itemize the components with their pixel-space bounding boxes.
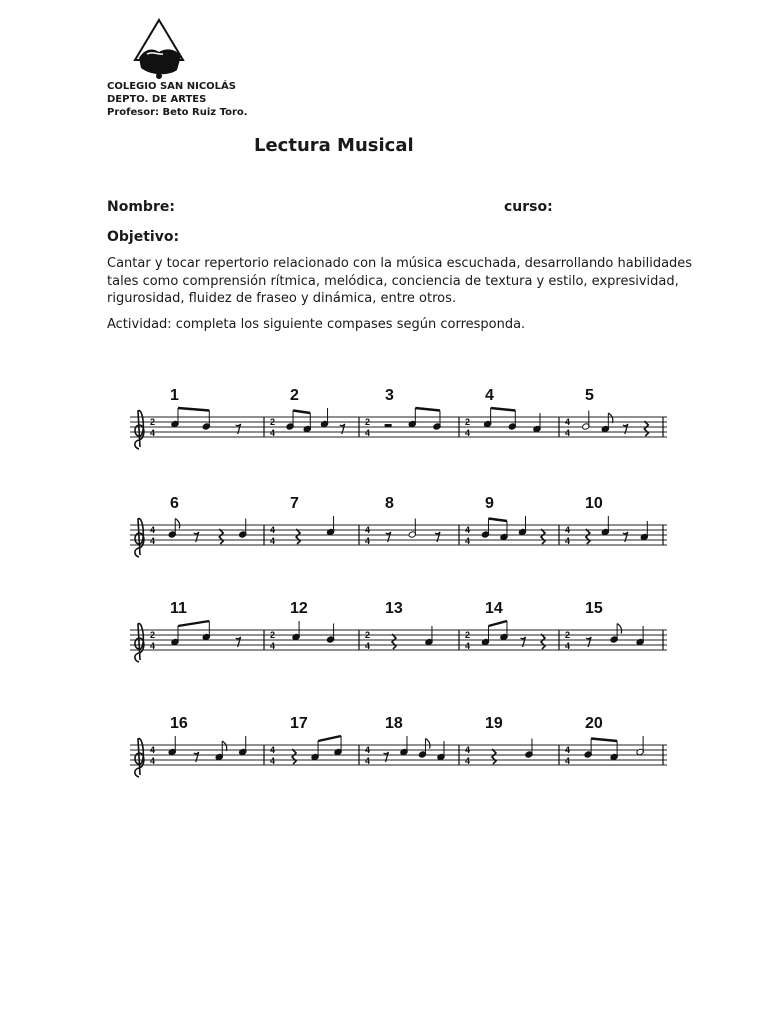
quarter-rest: [292, 749, 296, 764]
measure-number: 1: [170, 387, 179, 404]
time-signature-top: 2: [465, 417, 471, 427]
time-signature-top: 2: [365, 417, 371, 427]
time-signature-top: 4: [565, 525, 571, 535]
treble-clef-icon: [135, 739, 144, 777]
time-signature-bottom: 4: [270, 536, 276, 546]
note-flag: [425, 739, 430, 749]
time-signature-top: 2: [270, 417, 276, 427]
measure-number: 16: [170, 715, 188, 732]
measure-number: 11: [170, 600, 187, 617]
time-signature-top: 4: [565, 417, 571, 427]
time-signature-bottom: 4: [365, 536, 371, 546]
measure-number: 6: [170, 495, 179, 512]
measure: [365, 715, 445, 766]
name-label: Nombre:: [107, 199, 175, 215]
measure-number: 9: [485, 495, 494, 512]
time-signature-top: 4: [150, 745, 156, 755]
time-signature-bottom: 4: [365, 756, 371, 766]
time-signature-bottom: 4: [565, 756, 571, 766]
measure-number: 20: [585, 715, 603, 732]
measure-number: 18: [385, 715, 403, 732]
time-signature-top: 4: [270, 745, 276, 755]
time-signature-bottom: 4: [365, 641, 371, 651]
time-signature-bottom: 4: [465, 428, 471, 438]
time-signature-top: 2: [465, 630, 471, 640]
school-name: COLEGIO SAN NICOLÁS: [107, 81, 236, 92]
measure-number: 8: [385, 495, 394, 512]
time-signature-bottom: 4: [150, 428, 156, 438]
time-signature-bottom: 4: [270, 756, 276, 766]
measure: [465, 715, 533, 766]
time-signature-top: 4: [365, 745, 371, 755]
teacher-name: Profesor: Beto Ruiz Toro.: [107, 107, 248, 118]
measure-number: 10: [585, 495, 603, 512]
measure-number: 5: [585, 387, 594, 404]
time-signature-bottom: 4: [365, 428, 371, 438]
time-signature-top: 2: [565, 630, 571, 640]
measure-number: 17: [290, 715, 308, 732]
measure: [270, 715, 342, 766]
objective-label: Objetivo:: [107, 229, 180, 245]
time-signature-bottom: 4: [565, 641, 571, 651]
time-signature-bottom: 4: [270, 641, 276, 651]
measure-number: 4: [485, 387, 494, 404]
measure-number: 15: [585, 600, 603, 617]
time-signature-bottom: 4: [270, 428, 276, 438]
time-signature-top: 2: [365, 630, 371, 640]
time-signature-bottom: 4: [565, 428, 571, 438]
department-name: DEPTO. DE ARTES: [107, 94, 207, 105]
time-signature-top: 4: [565, 745, 571, 755]
time-signature-bottom: 4: [465, 536, 471, 546]
measure-number: 3: [385, 387, 394, 404]
time-signature-bottom: 4: [150, 756, 156, 766]
measure-number: 14: [485, 600, 503, 617]
note-beam: [318, 736, 341, 741]
time-signature-top: 4: [465, 745, 471, 755]
quarter-rest: [492, 749, 496, 764]
time-signature-top: 4: [270, 525, 276, 535]
measure: [150, 715, 247, 766]
time-signature-top: 4: [365, 525, 371, 535]
time-signature-top: 2: [150, 417, 156, 427]
time-signature-top: 2: [270, 630, 276, 640]
time-signature-bottom: 4: [150, 641, 156, 651]
course-label: curso:: [504, 199, 553, 215]
time-signature-top: 4: [150, 525, 156, 535]
time-signature-bottom: 4: [465, 641, 471, 651]
time-signature-bottom: 4: [150, 536, 156, 546]
measure-number: 2: [290, 387, 299, 404]
time-signature-bottom: 4: [465, 756, 471, 766]
measure-number: 7: [290, 495, 299, 512]
time-signature-top: 4: [465, 525, 471, 535]
measure-number: 12: [290, 600, 308, 617]
objective-text: Cantar y tocar repertorio relacionado con la música escuchada, desarrollando habilidades tales como comprensión rítmica, melódica, conciencia de textura y estilo, expresividad, rigurosidad, fluidez de fraseo y dinámica, entre otros.: [107, 256, 693, 306]
measure: [565, 715, 644, 766]
activity-text: Actividad: completa los siguiente compases según corresponda.: [107, 317, 526, 332]
measure-number: 19: [485, 715, 503, 732]
measure-number: 13: [385, 600, 403, 617]
note-beam: [591, 739, 617, 742]
page-title: Lectura Musical: [254, 135, 414, 156]
time-signature-bottom: 4: [565, 536, 571, 546]
time-signature-top: 2: [150, 630, 156, 640]
